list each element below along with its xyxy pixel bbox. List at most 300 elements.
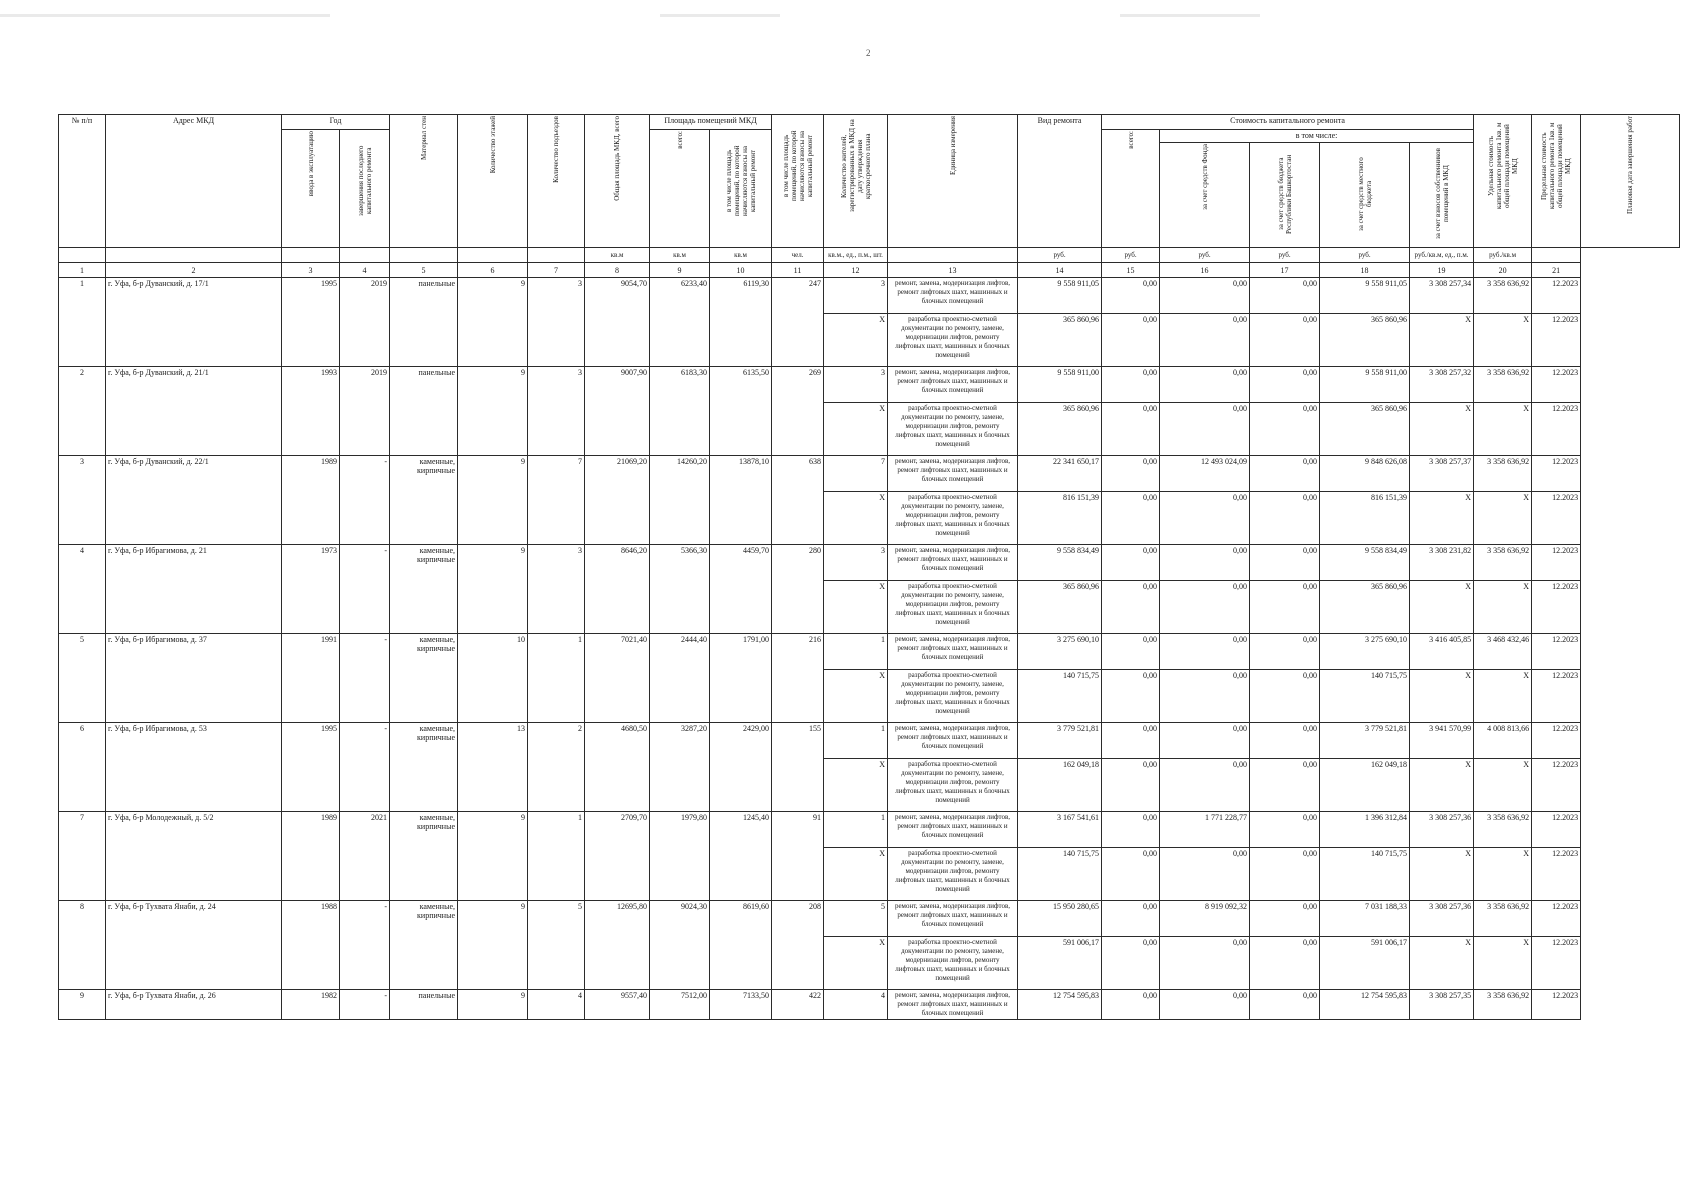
work-type: разработка проектно-сметной документации по ремонту, замене, модернизации лифтов, ремонту лифтовых шахт, машинных и блочных помещений — [888, 848, 1018, 901]
row-residents: 247 — [772, 278, 824, 367]
row-premises-area: 9024,30 — [650, 901, 710, 990]
cost-total: 12 754 595,83 — [1018, 990, 1102, 1020]
column-number-cell: 10 — [710, 263, 772, 278]
cost-republic: 0,00 — [1160, 759, 1250, 812]
row-number: 3 — [59, 456, 106, 545]
max-cost: X — [1474, 581, 1532, 634]
max-cost: X — [1474, 937, 1532, 990]
unit-cell: чел. — [772, 248, 824, 263]
deadline-date: 12.2023 — [1532, 990, 1581, 1020]
column-number-cell: 15 — [1102, 263, 1160, 278]
row-number: 8 — [59, 901, 106, 990]
cost-total: 816 151,39 — [1018, 492, 1102, 545]
work-type: ремонт, замена, модернизация лифтов, ремонт лифтовых шахт, машинных и блочных помещений — [888, 901, 1018, 937]
row-year-repair: 2021 — [340, 812, 390, 901]
cost-total: 365 860,96 — [1018, 314, 1102, 367]
max-cost: X — [1474, 492, 1532, 545]
deadline-date: 12.2023 — [1532, 723, 1581, 759]
header-row-1 — [59, 115, 1680, 130]
cost-total: 22 341 650,17 — [1018, 456, 1102, 492]
max-cost: X — [1474, 759, 1532, 812]
column-number-cell: 12 — [824, 263, 888, 278]
row-address: г. Уфа, б-р Тухвата Янаби, д. 24 — [106, 901, 282, 990]
row-year-built: 1989 — [282, 456, 340, 545]
header-premises-residential-2: в том числе площадь помещений, по которой начисляются взносы на капитальный ремонт — [710, 130, 772, 248]
cost-owners: 140 715,75 — [1320, 670, 1410, 723]
cost-owners: 365 860,96 — [1320, 581, 1410, 634]
cost-local: 0,00 — [1250, 367, 1320, 403]
cost-fund: 0,00 — [1102, 670, 1160, 723]
row-residential-area: 4459,70 — [710, 545, 772, 634]
max-cost: X — [1474, 314, 1532, 367]
cost-owners: 3 275 690,10 — [1320, 634, 1410, 670]
header-cost-including: в том числе: — [1160, 130, 1474, 143]
row-material: панельные — [390, 990, 458, 1020]
cost-republic: 0,00 — [1160, 581, 1250, 634]
row-year-built: 1989 — [282, 812, 340, 901]
max-cost: 3 358 636,92 — [1474, 812, 1532, 848]
header-cost: Стоимость капитального ремонта — [1102, 115, 1474, 130]
cost-local: 0,00 — [1250, 990, 1320, 1020]
specific-cost: X — [1410, 403, 1474, 456]
row-year-built: 1982 — [282, 990, 340, 1020]
row-premises-area: 5366,30 — [650, 545, 710, 634]
cost-local: 0,00 — [1250, 314, 1320, 367]
row-total-area: 8646,20 — [585, 545, 650, 634]
unit-cell: кв.м — [650, 248, 710, 263]
header-entrances: Количество подъездов — [528, 115, 585, 248]
header-premises-residential: в том числе площадь помещений, по которой начисляются взносы на капитальный ремонт — [772, 115, 824, 248]
cost-local: 0,00 — [1250, 634, 1320, 670]
deadline-date: 12.2023 — [1532, 812, 1581, 848]
row-year-repair: 2019 — [340, 278, 390, 367]
header-wall-material: Материал стен — [390, 115, 458, 248]
max-cost: 4 008 813,66 — [1474, 723, 1532, 759]
cost-local: 0,00 — [1250, 278, 1320, 314]
work-unit: X — [824, 314, 888, 367]
cost-local: 0,00 — [1250, 581, 1320, 634]
unit-cell: руб./кв.м — [1474, 248, 1532, 263]
cost-fund: 0,00 — [1102, 403, 1160, 456]
column-number-cell: 8 — [585, 263, 650, 278]
row-residents: 216 — [772, 634, 824, 723]
cost-republic: 0,00 — [1160, 634, 1250, 670]
work-unit: X — [824, 937, 888, 990]
row-address: г. Уфа, б-р Дуванский, д. 22/1 — [106, 456, 282, 545]
cost-local: 0,00 — [1250, 492, 1320, 545]
cost-republic: 0,00 — [1160, 848, 1250, 901]
row-year-repair: - — [340, 990, 390, 1020]
work-type: разработка проектно-сметной документации по ремонту, замене, модернизации лифтов, ремонту лифтовых шахт, машинных и блочных помещений — [888, 314, 1018, 367]
row-residents: 638 — [772, 456, 824, 545]
row-floors: 9 — [458, 367, 528, 456]
header-max-cost: Предельная стоимость капитального ремонта 1кв. м общей площади помещений МКД — [1532, 115, 1581, 248]
row-total-area: 9054,70 — [585, 278, 650, 367]
cost-republic: 0,00 — [1160, 367, 1250, 403]
header-cost-fund: за счет средств Фонда — [1160, 143, 1250, 248]
unit-cell: кв.м., ед., п.м., шт. — [824, 248, 888, 263]
row-material: каменные, кирпичные — [390, 901, 458, 990]
table-row — [59, 812, 1680, 848]
deadline-date: 12.2023 — [1532, 492, 1581, 545]
cost-owners: 816 151,39 — [1320, 492, 1410, 545]
cost-republic: 0,00 — [1160, 670, 1250, 723]
column-number-cell: 16 — [1160, 263, 1250, 278]
header-work-type: Вид ремонта — [1018, 115, 1102, 248]
cost-republic: 0,00 — [1160, 403, 1250, 456]
unit-cell: руб./кв.м, ед., п.м. — [1410, 248, 1474, 263]
row-premises-area: 6183,30 — [650, 367, 710, 456]
work-type: ремонт, замена, модернизация лифтов, ремонт лифтовых шахт, машинных и блочных помещений — [888, 367, 1018, 403]
row-floors: 9 — [458, 812, 528, 901]
cost-local: 0,00 — [1250, 901, 1320, 937]
cost-fund: 0,00 — [1102, 581, 1160, 634]
cost-owners: 12 754 595,83 — [1320, 990, 1410, 1020]
row-year-repair: 2019 — [340, 367, 390, 456]
column-number-cell: 9 — [650, 263, 710, 278]
unit-cell: кв.м — [585, 248, 650, 263]
cost-total: 162 049,18 — [1018, 759, 1102, 812]
work-type: разработка проектно-сметной документации по ремонту, замене, модернизации лифтов, ремонту лифтовых шахт, машинных и блочных помещений — [888, 492, 1018, 545]
row-total-area: 7021,40 — [585, 634, 650, 723]
table-row — [59, 278, 1680, 314]
table-row — [59, 456, 1680, 492]
row-address: г. Уфа, б-р Ибрагимова, д. 21 — [106, 545, 282, 634]
deadline-date: 12.2023 — [1532, 848, 1581, 901]
row-total-area: 12695,80 — [585, 901, 650, 990]
work-unit: X — [824, 759, 888, 812]
scan-noise — [0, 14, 330, 17]
max-cost: X — [1474, 848, 1532, 901]
cost-republic: 0,00 — [1160, 314, 1250, 367]
cost-owners: 3 779 521,81 — [1320, 723, 1410, 759]
header-floors: Количество этажей — [458, 115, 528, 248]
cost-republic: 0,00 — [1160, 492, 1250, 545]
table-row — [59, 545, 1680, 581]
deadline-date: 12.2023 — [1532, 403, 1581, 456]
deadline-date: 12.2023 — [1532, 367, 1581, 403]
specific-cost: X — [1410, 759, 1474, 812]
column-number-cell: 7 — [528, 263, 585, 278]
max-cost: 3 358 636,92 — [1474, 367, 1532, 403]
row-entrances: 3 — [528, 278, 585, 367]
specific-cost: X — [1410, 581, 1474, 634]
cost-fund: 0,00 — [1102, 901, 1160, 937]
cost-total: 140 715,75 — [1018, 670, 1102, 723]
deadline-date: 12.2023 — [1532, 937, 1581, 990]
header-year-last-repair: завершения последнего капитального ремонта — [340, 130, 390, 248]
column-number-cell: 3 — [282, 263, 340, 278]
unit-cell — [458, 248, 528, 263]
cost-local: 0,00 — [1250, 812, 1320, 848]
specific-cost: X — [1410, 670, 1474, 723]
specific-cost: 3 308 257,36 — [1410, 901, 1474, 937]
row-premises-area: 1979,80 — [650, 812, 710, 901]
deadline-date: 12.2023 — [1532, 901, 1581, 937]
header-residents: Количество жителей, зарегистрированных в МКД на дату утверждения краткосрочного плана — [824, 115, 888, 248]
scan-noise — [660, 14, 780, 17]
row-number: 2 — [59, 367, 106, 456]
row-address: г. Уфа, б-р Тухвата Янаби, д. 26 — [106, 990, 282, 1020]
row-number: 4 — [59, 545, 106, 634]
column-number-cell: 18 — [1320, 263, 1410, 278]
row-residential-area: 2429,00 — [710, 723, 772, 812]
cost-total: 3 167 541,61 — [1018, 812, 1102, 848]
cost-fund: 0,00 — [1102, 848, 1160, 901]
row-residential-area: 13878,10 — [710, 456, 772, 545]
row-residents: 155 — [772, 723, 824, 812]
cost-owners: 1 396 312,84 — [1320, 812, 1410, 848]
unit-cell: руб. — [1160, 248, 1250, 263]
column-number-cell: 6 — [458, 263, 528, 278]
unit-cell: руб. — [1320, 248, 1410, 263]
cost-local: 0,00 — [1250, 403, 1320, 456]
work-type: разработка проектно-сметной документации по ремонту, замене, модернизации лифтов, ремонту лифтовых шахт, машинных и блочных помещений — [888, 403, 1018, 456]
specific-cost: X — [1410, 937, 1474, 990]
scan-noise — [1120, 14, 1260, 17]
column-number-cell: 1 — [59, 263, 106, 278]
cost-fund: 0,00 — [1102, 367, 1160, 403]
cost-republic: 12 493 024,09 — [1160, 456, 1250, 492]
row-entrances: 2 — [528, 723, 585, 812]
row-total-area: 21069,20 — [585, 456, 650, 545]
row-residents: 208 — [772, 901, 824, 990]
row-year-built: 1993 — [282, 367, 340, 456]
cost-republic: 0,00 — [1160, 723, 1250, 759]
row-material: каменные, кирпичные — [390, 456, 458, 545]
work-type: ремонт, замена, модернизация лифтов, ремонт лифтовых шахт, машинных и блочных помещений — [888, 990, 1018, 1020]
work-unit: 4 — [824, 990, 888, 1020]
work-unit: X — [824, 848, 888, 901]
cost-total: 140 715,75 — [1018, 848, 1102, 901]
row-entrances: 1 — [528, 812, 585, 901]
row-entrances: 3 — [528, 545, 585, 634]
column-number-cell: 5 — [390, 263, 458, 278]
row-residential-area: 6135,50 — [710, 367, 772, 456]
row-residents: 422 — [772, 990, 824, 1020]
cost-fund: 0,00 — [1102, 759, 1160, 812]
work-unit: 3 — [824, 545, 888, 581]
max-cost: 3 358 636,92 — [1474, 456, 1532, 492]
work-unit: X — [824, 581, 888, 634]
deadline-date: 12.2023 — [1532, 670, 1581, 723]
row-residential-area: 7133,50 — [710, 990, 772, 1020]
cost-total: 9 558 834,49 — [1018, 545, 1102, 581]
specific-cost: X — [1410, 492, 1474, 545]
cost-fund: 0,00 — [1102, 634, 1160, 670]
cost-fund: 0,00 — [1102, 812, 1160, 848]
unit-cell — [106, 248, 282, 263]
row-number: 9 — [59, 990, 106, 1020]
cost-total: 365 860,96 — [1018, 581, 1102, 634]
row-total-area: 4680,50 — [585, 723, 650, 812]
unit-cell: руб. — [1102, 248, 1160, 263]
work-unit: 7 — [824, 456, 888, 492]
specific-cost: 3 308 257,32 — [1410, 367, 1474, 403]
work-type: ремонт, замена, модернизация лифтов, ремонт лифтовых шахт, машинных и блочных помещений — [888, 545, 1018, 581]
table-row — [59, 901, 1680, 937]
cost-fund: 0,00 — [1102, 937, 1160, 990]
unit-cell — [390, 248, 458, 263]
row-entrances: 3 — [528, 367, 585, 456]
row-entrances: 4 — [528, 990, 585, 1020]
row-total-area: 2709,70 — [585, 812, 650, 901]
row-floors: 9 — [458, 456, 528, 545]
cost-total: 9 558 911,05 — [1018, 278, 1102, 314]
row-number: 1 — [59, 278, 106, 367]
unit-cell — [282, 248, 340, 263]
row-premises-area: 14260,20 — [650, 456, 710, 545]
cost-owners: 9 558 911,00 — [1320, 367, 1410, 403]
cost-local: 0,00 — [1250, 759, 1320, 812]
row-year-repair: - — [340, 545, 390, 634]
cost-fund: 0,00 — [1102, 314, 1160, 367]
column-number-cell: 11 — [772, 263, 824, 278]
work-unit: 1 — [824, 812, 888, 848]
cost-total: 3 779 521,81 — [1018, 723, 1102, 759]
row-number: 6 — [59, 723, 106, 812]
deadline-date: 12.2023 — [1532, 634, 1581, 670]
row-residential-area: 6119,30 — [710, 278, 772, 367]
table-row — [59, 990, 1680, 1020]
row-total-area: 9007,90 — [585, 367, 650, 456]
cost-fund: 0,00 — [1102, 492, 1160, 545]
header-cost-owners: за счет взносов собственников помещений в МКД — [1410, 143, 1474, 248]
row-year-built: 1995 — [282, 278, 340, 367]
cost-owners: 162 049,18 — [1320, 759, 1410, 812]
row-year-repair: - — [340, 901, 390, 990]
deadline-date: 12.2023 — [1532, 314, 1581, 367]
cost-local: 0,00 — [1250, 848, 1320, 901]
row-floors: 9 — [458, 278, 528, 367]
header-num: № п/п — [59, 115, 106, 248]
deadline-date: 12.2023 — [1532, 545, 1581, 581]
row-total-area: 9557,40 — [585, 990, 650, 1020]
row-premises-area: 7512,00 — [650, 990, 710, 1020]
specific-cost: 3 308 257,36 — [1410, 812, 1474, 848]
unit-cell — [528, 248, 585, 263]
cost-fund: 0,00 — [1102, 456, 1160, 492]
work-unit: 3 — [824, 367, 888, 403]
deadline-date: 12.2023 — [1532, 278, 1581, 314]
cost-fund: 0,00 — [1102, 990, 1160, 1020]
cost-owners: 7 031 188,33 — [1320, 901, 1410, 937]
work-unit: X — [824, 492, 888, 545]
cost-total: 591 006,17 — [1018, 937, 1102, 990]
row-year-repair: - — [340, 723, 390, 812]
cost-fund: 0,00 — [1102, 545, 1160, 581]
column-number-cell: 17 — [1250, 263, 1320, 278]
deadline-date: 12.2023 — [1532, 456, 1581, 492]
specific-cost: 3 308 231,82 — [1410, 545, 1474, 581]
specific-cost: X — [1410, 314, 1474, 367]
cost-owners: 365 860,96 — [1320, 314, 1410, 367]
cost-local: 0,00 — [1250, 937, 1320, 990]
row-material: каменные, кирпичные — [390, 545, 458, 634]
unit-cell: кв.м — [710, 248, 772, 263]
header-unit: Единица измерения — [888, 115, 1018, 248]
column-number-cell: 20 — [1474, 263, 1532, 278]
cost-local: 0,00 — [1250, 456, 1320, 492]
row-floors: 9 — [458, 990, 528, 1020]
unit-cell: руб. — [1018, 248, 1102, 263]
max-cost: X — [1474, 403, 1532, 456]
work-type: ремонт, замена, модернизация лифтов, ремонт лифтовых шахт, машинных и блочных помещений — [888, 812, 1018, 848]
cost-republic: 8 919 092,32 — [1160, 901, 1250, 937]
cost-fund: 0,00 — [1102, 723, 1160, 759]
column-number-cell: 13 — [888, 263, 1018, 278]
header-address: Адрес МКД — [106, 115, 282, 248]
cost-local: 0,00 — [1250, 545, 1320, 581]
work-unit: 3 — [824, 278, 888, 314]
row-premises-area: 6233,40 — [650, 278, 710, 367]
specific-cost: 3 308 257,34 — [1410, 278, 1474, 314]
work-type: ремонт, замена, модернизация лифтов, ремонт лифтовых шахт, машинных и блочных помещений — [888, 634, 1018, 670]
row-material: каменные, кирпичные — [390, 634, 458, 723]
cost-local: 0,00 — [1250, 723, 1320, 759]
repair-plan-table — [58, 114, 1680, 1020]
column-number-cell: 14 — [1018, 263, 1102, 278]
deadline-date: 12.2023 — [1532, 759, 1581, 812]
row-address: г. Уфа, б-р Ибрагимова, д. 37 — [106, 634, 282, 723]
row-year-built: 1988 — [282, 901, 340, 990]
cost-republic: 0,00 — [1160, 990, 1250, 1020]
cost-republic: 0,00 — [1160, 278, 1250, 314]
header-premises-area: Площадь помещений МКД — [650, 115, 772, 130]
max-cost: 3 358 636,92 — [1474, 278, 1532, 314]
row-residents: 91 — [772, 812, 824, 901]
row-residents: 280 — [772, 545, 824, 634]
column-numbers-row — [59, 263, 1680, 278]
table-row — [59, 634, 1680, 670]
row-material: панельные — [390, 278, 458, 367]
header-deadline: Плановая дата завершения работ — [1581, 115, 1680, 248]
max-cost: 3 358 636,92 — [1474, 901, 1532, 937]
cost-local: 0,00 — [1250, 670, 1320, 723]
row-floors: 10 — [458, 634, 528, 723]
work-type: разработка проектно-сметной документации по ремонту, замене, модернизации лифтов, ремонту лифтовых шахт, машинных и блочных помещений — [888, 581, 1018, 634]
work-type: ремонт, замена, модернизация лифтов, ремонт лифтовых шахт, машинных и блочных помещений — [888, 723, 1018, 759]
row-floors: 9 — [458, 901, 528, 990]
row-year-repair: - — [340, 634, 390, 723]
cost-owners: 140 715,75 — [1320, 848, 1410, 901]
row-entrances: 7 — [528, 456, 585, 545]
specific-cost: 3 308 257,37 — [1410, 456, 1474, 492]
cost-owners: 9 848 626,08 — [1320, 456, 1410, 492]
work-unit: X — [824, 670, 888, 723]
cost-owners: 591 006,17 — [1320, 937, 1410, 990]
work-type: ремонт, замена, модернизация лифтов, ремонт лифтовых шахт, машинных и блочных помещений — [888, 278, 1018, 314]
cost-fund: 0,00 — [1102, 278, 1160, 314]
work-type: разработка проектно-сметной документации по ремонту, замене, модернизации лифтов, ремонту лифтовых шахт, машинных и блочных помещений — [888, 759, 1018, 812]
row-year-built: 1973 — [282, 545, 340, 634]
header-specific-cost: Удельная стоимость капитального ремонта 1кв. м общей площади помещений МКД — [1474, 115, 1532, 248]
header-premises-total: всего: — [650, 130, 710, 248]
cost-republic: 0,00 — [1160, 937, 1250, 990]
units-row — [59, 248, 1680, 263]
cost-total: 365 860,96 — [1018, 403, 1102, 456]
row-number: 7 — [59, 812, 106, 901]
header-year: Год — [282, 115, 390, 130]
work-type: разработка проектно-сметной документации по ремонту, замене, модернизации лифтов, ремонту лифтовых шахт, машинных и блочных помещений — [888, 937, 1018, 990]
row-year-built: 1991 — [282, 634, 340, 723]
work-unit: X — [824, 403, 888, 456]
row-material: каменные, кирпичные — [390, 812, 458, 901]
column-number-cell: 4 — [340, 263, 390, 278]
row-residential-area: 1245,40 — [710, 812, 772, 901]
unit-cell — [1532, 248, 1581, 263]
page-number: 2 — [866, 48, 871, 58]
